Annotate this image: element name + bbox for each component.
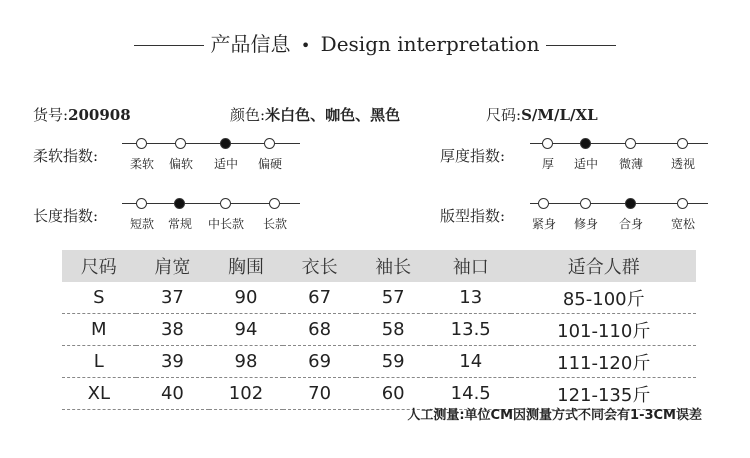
table-cell: 59 xyxy=(356,346,430,378)
scale-point xyxy=(264,138,275,149)
scale-point xyxy=(625,138,636,149)
scale-point xyxy=(538,198,549,209)
table-cell: 37 xyxy=(136,282,210,314)
size-value: S/M/L/XL xyxy=(521,106,598,124)
softness-label: 柔软指数: xyxy=(33,147,99,165)
thickness-label: 厚度指数: xyxy=(440,147,506,165)
scale-point xyxy=(269,198,280,209)
table-cell: 40 xyxy=(136,378,210,410)
table-cell: 57 xyxy=(356,282,430,314)
sku-label: 货号: xyxy=(33,106,69,124)
scale-point-selected xyxy=(625,198,636,209)
scale-point-selected xyxy=(174,198,185,209)
table-cell: 14.5 xyxy=(430,378,512,410)
table-cell: 90 xyxy=(209,282,283,314)
table-cell: 101-110斤 xyxy=(511,314,696,346)
section-header xyxy=(0,28,750,57)
scale-point-selected xyxy=(580,138,591,149)
header-bust: 胸围 xyxy=(209,250,283,282)
size-label: 尺码: xyxy=(486,106,522,124)
scale-option-label: 偏软 xyxy=(168,157,194,171)
scale-option-label: 常规 xyxy=(167,217,193,231)
table-cell: 69 xyxy=(283,346,357,378)
scale-point xyxy=(175,138,186,149)
table-cell: 68 xyxy=(283,314,357,346)
header-cuff: 袖口 xyxy=(430,250,512,282)
header-title-en: Design interpretation xyxy=(320,32,540,56)
sku-value: 200908 xyxy=(68,106,131,124)
table-cell: 102 xyxy=(209,378,283,410)
scale-option-label: 适中 xyxy=(213,157,239,171)
header-right-rule xyxy=(546,45,616,46)
table-cell: 67 xyxy=(283,282,357,314)
header-dot: • xyxy=(300,36,311,55)
header-size: 尺码 xyxy=(62,250,136,282)
scale-point xyxy=(136,138,147,149)
table-cell: 13 xyxy=(430,282,512,314)
scale-option-label: 宽松 xyxy=(670,217,696,231)
scale-option-label: 透视 xyxy=(670,157,696,171)
table-cell: 60 xyxy=(356,378,430,410)
length-scale xyxy=(122,198,300,238)
scale-option-label: 紧身 xyxy=(531,217,557,231)
table-row xyxy=(62,314,696,346)
header-sleeve: 袖长 xyxy=(356,250,430,282)
table-header-row xyxy=(62,250,696,282)
header-fit-group: 适合人群 xyxy=(511,250,696,282)
scale-option-label: 中长款 xyxy=(207,217,245,231)
table-cell: 13.5 xyxy=(430,314,512,346)
fit-label: 版型指数: xyxy=(440,207,506,225)
softness-scale xyxy=(122,138,300,178)
table-cell: 94 xyxy=(209,314,283,346)
table-cell: 98 xyxy=(209,346,283,378)
sku-info xyxy=(33,104,131,125)
table-cell: 121-135斤 xyxy=(511,378,696,410)
header-left-rule xyxy=(134,45,204,46)
scale-point xyxy=(220,198,231,209)
scale-point-selected xyxy=(220,138,231,149)
table-cell: XL xyxy=(62,378,136,410)
scale-point xyxy=(677,138,688,149)
scale-point xyxy=(542,138,553,149)
table-cell: 70 xyxy=(283,378,357,410)
table-cell: 39 xyxy=(136,346,210,378)
scale-option-label: 适中 xyxy=(573,157,599,171)
scale-option-label: 柔软 xyxy=(129,157,155,171)
length-label: 长度指数: xyxy=(33,207,99,225)
scale-option-label: 微薄 xyxy=(618,157,644,171)
header-shoulder: 肩宽 xyxy=(136,250,210,282)
table-cell: 38 xyxy=(136,314,210,346)
scale-point xyxy=(677,198,688,209)
scale-option-label: 偏硬 xyxy=(257,157,283,171)
scale-point xyxy=(136,198,147,209)
fit-scale xyxy=(530,198,708,238)
color-value: 米白色、咖色、黑色 xyxy=(265,106,401,124)
measurement-note: 人工测量:单位CM因测量方式不同会有1-3CM误差 xyxy=(407,408,702,423)
table-cell: M xyxy=(62,314,136,346)
color-info xyxy=(230,104,400,125)
header-length: 衣长 xyxy=(283,250,357,282)
size-table xyxy=(62,250,696,410)
color-label: 颜色: xyxy=(230,106,266,124)
table-cell: 14 xyxy=(430,346,512,378)
table-cell: L xyxy=(62,346,136,378)
table-cell: 58 xyxy=(356,314,430,346)
scale-option-label: 修身 xyxy=(573,217,599,231)
scale-option-label: 厚 xyxy=(541,157,555,171)
scale-point xyxy=(580,198,591,209)
scale-option-label: 短款 xyxy=(129,217,155,231)
table-cell: S xyxy=(62,282,136,314)
scale-option-label: 长款 xyxy=(262,217,288,231)
table-cell: 85-100斤 xyxy=(511,282,696,314)
size-info xyxy=(486,104,598,125)
scale-option-label: 合身 xyxy=(618,217,644,231)
table-cell: 111-120斤 xyxy=(511,346,696,378)
table-row xyxy=(62,282,696,314)
table-row xyxy=(62,346,696,378)
thickness-scale xyxy=(530,138,708,178)
header-title-cn: 产品信息 xyxy=(210,32,291,56)
